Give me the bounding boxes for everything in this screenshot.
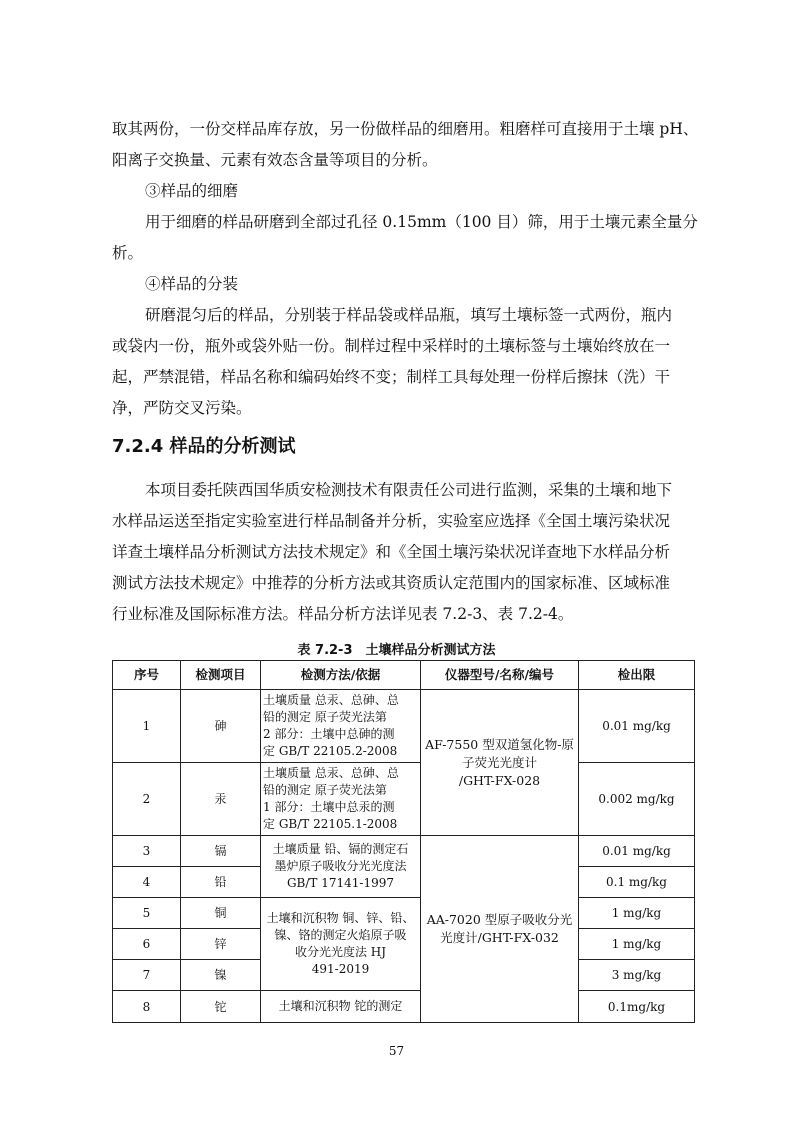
row-no: 5 [113,898,181,929]
body-text-line: 或袋内一份，瓶外或袋外贴一份。制样过程中采样时的土壤标签与土壤始终放在一 [112,337,671,355]
method-line: 土壤和沉积物 铊的测定 [278,999,403,1013]
method-line: 铅的测定 原子荧光法第 [263,710,387,724]
row-limit: 0.01 mg/kg [579,836,695,867]
method-line: 1 部分：土壤中总汞的测 [263,800,395,814]
table-row [113,898,695,929]
row-no: 3 [113,836,181,867]
instrument-cell [421,690,579,836]
row-limit: 0.002 mg/kg [579,763,695,836]
header-method: 检测方法/依据 [261,661,421,690]
instrument-line: /GHT-FX-028 [458,772,541,788]
header-no: 序号 [113,661,181,690]
method-cell [261,690,421,763]
table-row [113,690,695,763]
row-item: 铜 [181,898,261,929]
method-line: 土壤质量 铅、镉的测定石 [272,842,409,856]
method-line: 定 GB/T 22105.1-2008 [263,817,398,831]
body-text-line: 起，严禁混错，样品名称和编码始终不变；制样工具每处理一份样后擦抹（洗）干 [112,368,671,386]
instrument-line: 子荧光光度计 [461,754,537,770]
instrument-cell [421,836,579,1023]
table-row [113,991,695,1023]
row-limit: 0.1mg/kg [579,991,695,1023]
row-item: 铊 [181,991,261,1023]
method-line: 定 GB/T 22105.2-2008 [263,744,398,758]
row-limit: 1 mg/kg [579,898,695,929]
body-text-line: 测试方法技术规定》中推荐的分析方法或其资质认定范围内的国家标准、区域标准 [112,574,671,592]
sub-heading-fine-grinding: ③样品的细磨 [145,182,239,200]
row-item: 铅 [181,867,261,898]
table-row [113,763,695,836]
method-line: 墨炉原子吸收分光光度法 [274,859,407,873]
row-item: 镉 [181,836,261,867]
row-no: 2 [113,763,181,836]
row-limit: 0.01 mg/kg [579,690,695,763]
method-cell [261,991,421,1023]
method-line: 491-2019 [311,962,370,976]
row-limit: 3 mg/kg [579,960,695,991]
row-no: 4 [113,867,181,898]
header-limit: 检出限 [579,661,695,690]
row-item: 汞 [181,763,261,836]
row-limit: 1 mg/kg [579,929,695,960]
row-item: 砷 [181,690,261,763]
method-line: GB/T 17141-1997 [286,876,395,890]
method-cell [261,898,421,991]
row-item: 锌 [181,929,261,960]
instrument-line: AF-7550 型双道氢化物-原 [425,736,574,752]
instrument-line: AA-7020 型原子吸收分光 [426,912,573,927]
body-text-line: 净，严防交叉污染。 [112,399,252,417]
method-line: 镍、铬的测定火焰原子吸 [274,928,407,942]
method-line: 铅的测定 原子荧光法第 [263,783,387,797]
body-text-line: 详查土壤样品分析测试方法技术规定》和《全国土壤污染状况详查地下水样品分析 [112,543,671,561]
row-no: 6 [113,929,181,960]
body-text-line: 取其两份，一份交样品库存放，另一份做样品的细磨用。粗磨样可直接用于土壤 pH、 [112,120,699,138]
header-instrument: 仪器型号/名称/编号 [421,661,579,690]
method-line: 土壤和沉积物 铜、锌、铅、 [266,911,415,925]
analysis-methods-table [112,660,695,1023]
body-text-line: 阳离子交换量、元素有效态含量等项目的分析。 [112,151,438,169]
row-limit: 0.1 mg/kg [579,867,695,898]
row-no: 7 [113,960,181,991]
method-cell [261,836,421,898]
table-row [113,836,695,867]
body-text-line: 研磨混匀后的样品，分别装于样品袋或样品瓶，填写土壤标签一式两份，瓶内 [145,306,673,324]
body-text-line: 用于细磨的样品研磨到全部过孔径 0.15mm（100 目）筛，用于土壤元素全量分 [145,213,698,231]
row-no: 1 [113,690,181,763]
method-line: 收分光光度法 HJ [294,945,387,959]
method-cell [261,763,421,836]
body-text-line: 本项目委托陕西国华质安检测技术有限责任公司进行监测，采集的土壤和地下 [145,481,673,499]
header-item: 检测项目 [181,661,261,690]
section-heading: 7.2.4 样品的分析测试 [112,436,296,457]
sub-heading-packaging: ④样品的分装 [145,275,239,293]
body-text-line: 行业标准及国际标准方法。样品分析方法详见表 7.2-3、表 7.2-4。 [112,605,574,623]
body-text-line: 析。 [112,244,144,262]
table-header-row [113,661,695,690]
instrument-line: 光度计/GHT-FX-032 [440,930,559,945]
page-number: 57 [388,1044,405,1058]
table-caption: 表 7.2-3 土壤样品分析测试方法 [297,643,496,658]
row-item: 镍 [181,960,261,991]
body-text-line: 水样品运送至指定实验室进行样品制备并分析，实验室应选择《全国土壤污染状况 [112,512,671,530]
row-no: 8 [113,991,181,1023]
method-line: 土壤质量 总汞、总砷、总 [263,693,399,707]
method-line: 土壤质量 总汞、总砷、总 [263,766,399,780]
method-line: 2 部分：土壤中总砷的测 [263,727,395,741]
